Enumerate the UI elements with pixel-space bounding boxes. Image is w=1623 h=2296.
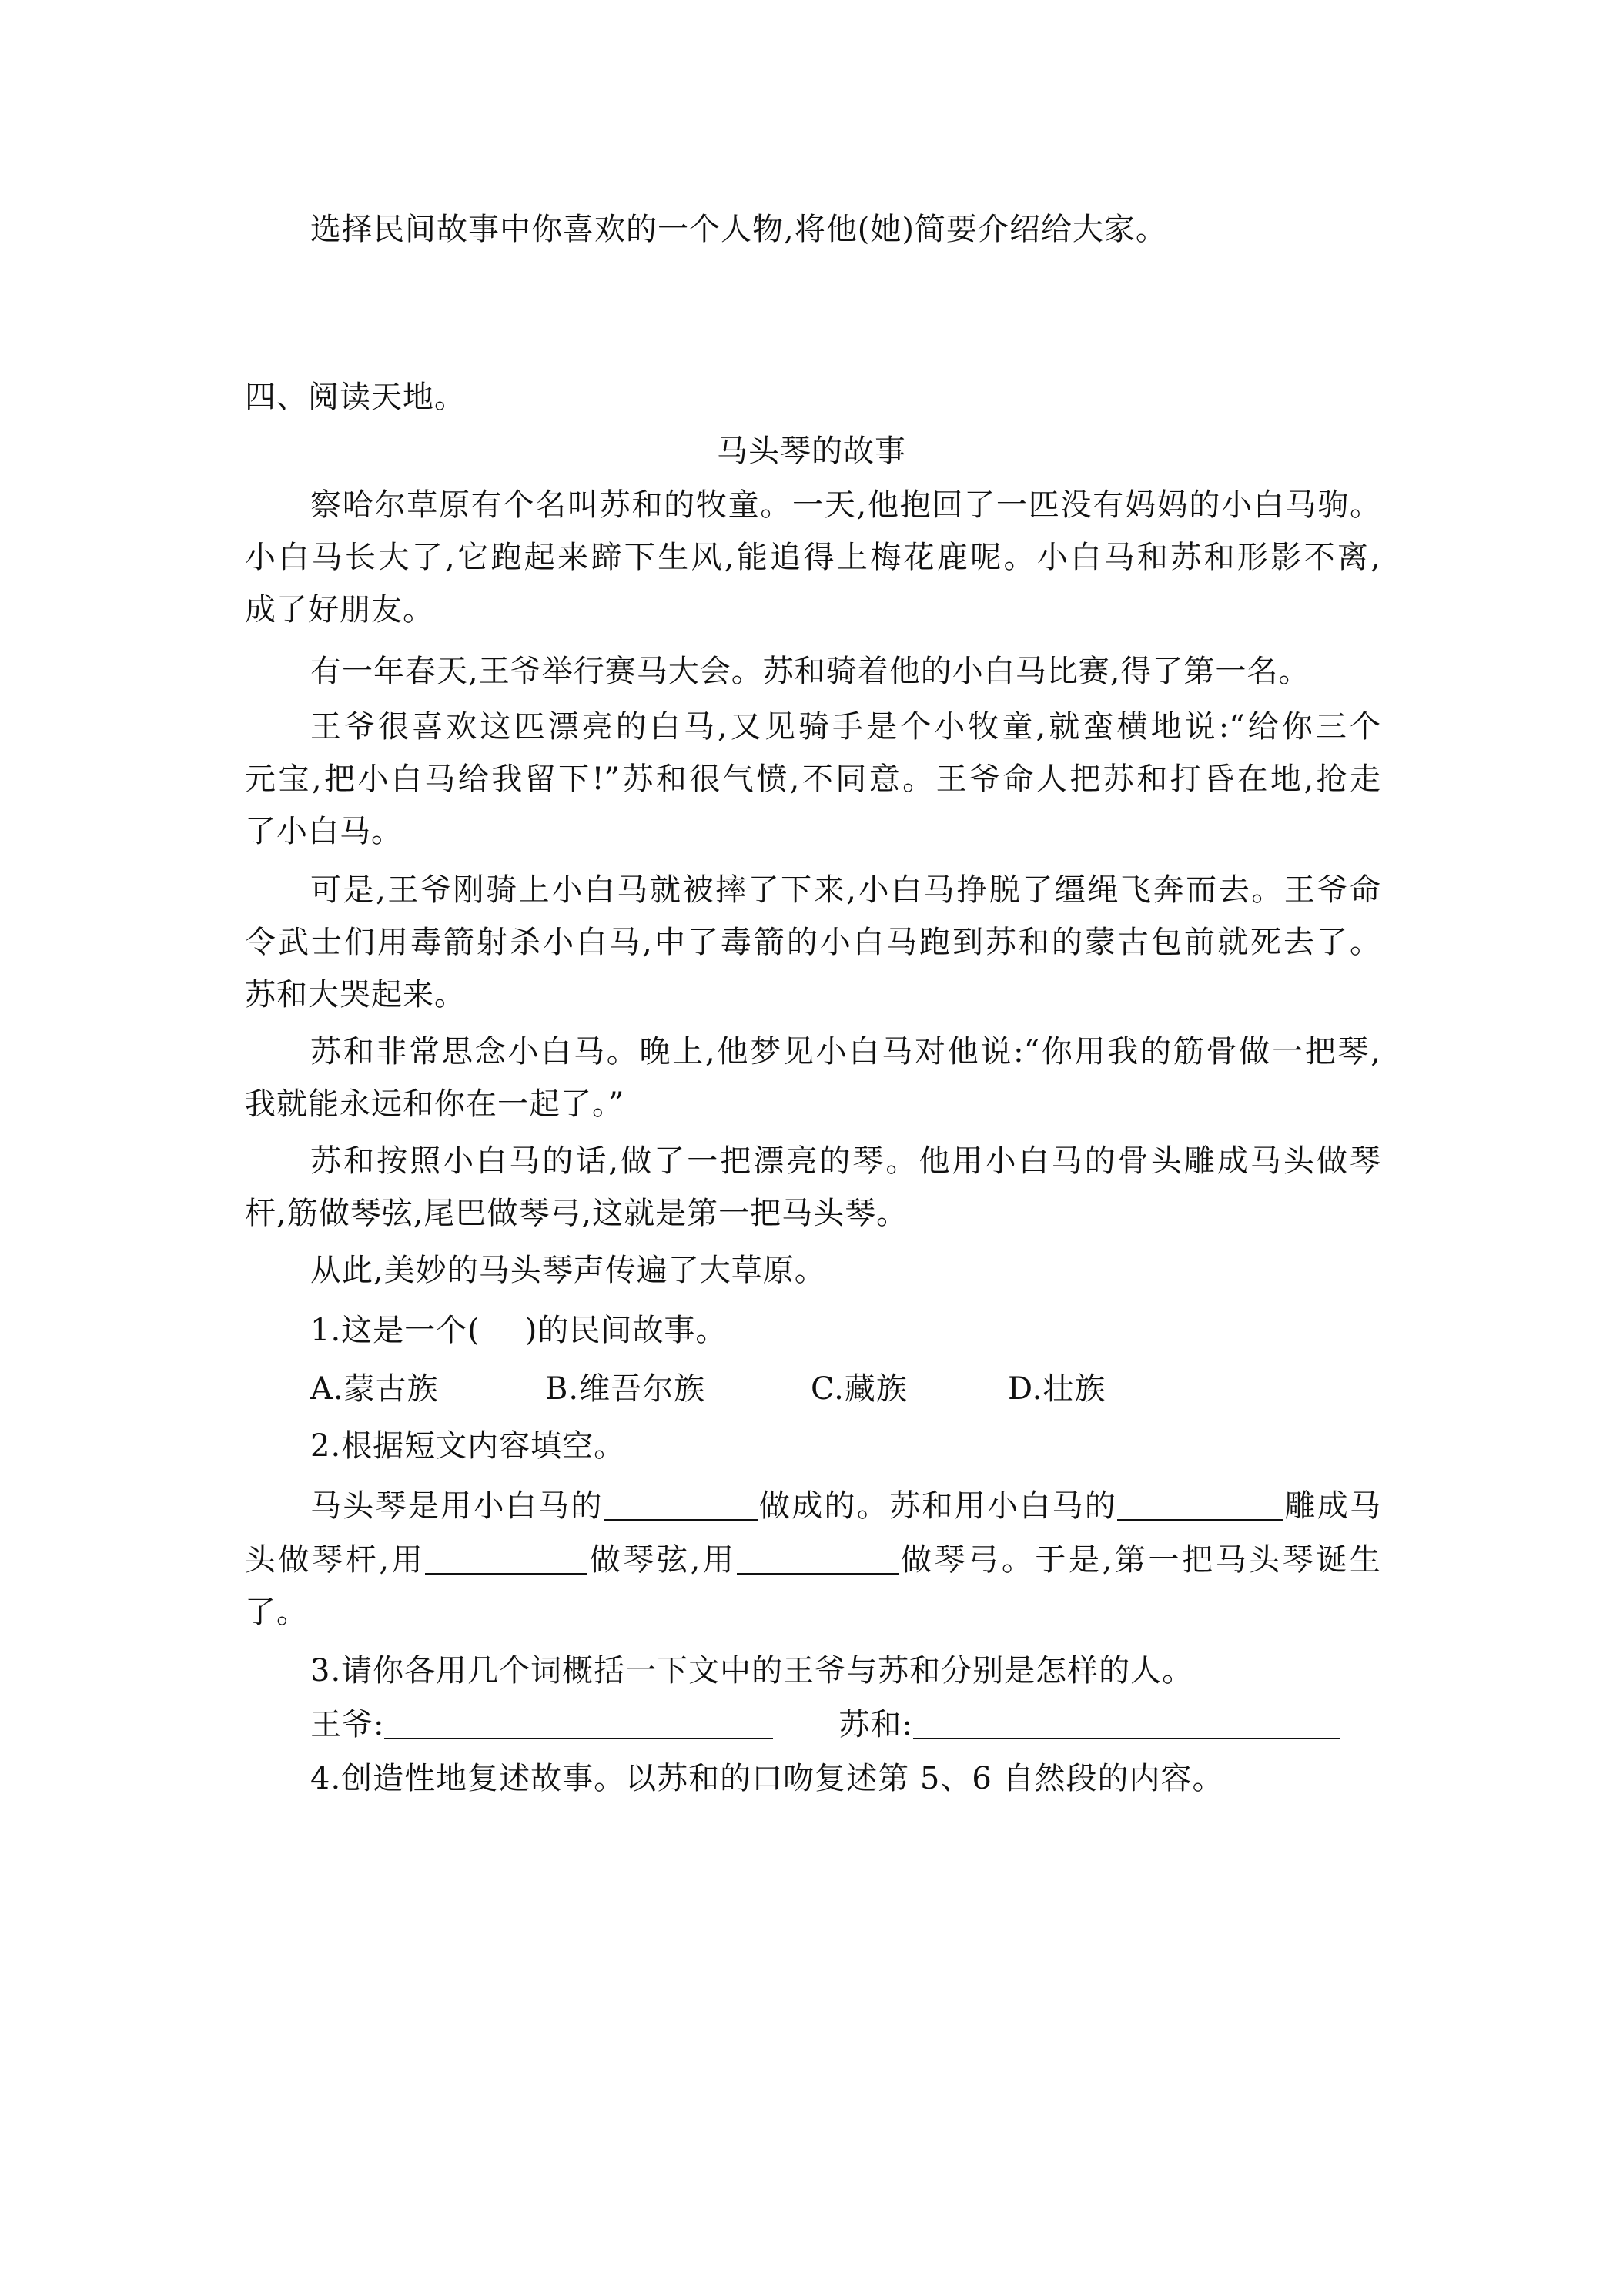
q1-options <box>310 1369 1106 1409</box>
section-heading: 四、阅读天地。 <box>245 380 466 415</box>
q3-answer-wangye[interactable] <box>384 1707 773 1739</box>
q2-fill-line3: 了。 <box>245 1595 308 1630</box>
story-p3-line3: 了小白马。 <box>245 814 403 849</box>
story-p3-line2: 元宝,把小白马给我留下!”苏和很气愤,不同意。王爷命人把苏和打昏在地,抢走 <box>245 761 1380 797</box>
q1-option-b[interactable]: B.维吾尔族 <box>545 1371 706 1407</box>
story-p1-line3: 成了好朋友。 <box>245 592 434 628</box>
story-p6-line2: 杆,筋做琴弦,尾巴做琴弓,这就是第一把马头琴。 <box>245 1196 909 1231</box>
story-p3-line1: 王爷很喜欢这匹漂亮的白马,又见骑手是个小牧童,就蛮横地说:“给你三个 <box>310 709 1380 745</box>
q3-answer-suhe[interactable] <box>913 1707 1340 1739</box>
q2-fill-seg3: 雕成马 <box>1283 1488 1380 1524</box>
q3-answer-row <box>310 1705 1340 1745</box>
story-p4-line1: 可是,王爷刚骑上小白马就被摔了下来,小白马挣脱了缰绳飞奔而去。王爷命 <box>310 872 1380 908</box>
q2-fill-seg1: 马头琴是用小白马的 <box>310 1488 604 1524</box>
q2-blank-2[interactable] <box>1117 1488 1283 1521</box>
q1-option-c[interactable]: C.藏族 <box>811 1371 908 1407</box>
q1-suffix: )的民间故事。 <box>524 1313 728 1348</box>
story-p6-line1: 苏和按照小白马的话,做了一把漂亮的琴。他用小白马的骨头雕成马头做琴 <box>310 1143 1380 1179</box>
question-1 <box>310 1310 727 1350</box>
q2-blank-3[interactable] <box>425 1542 587 1575</box>
q1-option-a[interactable]: A.蒙古族 <box>310 1371 439 1407</box>
q1-option-d[interactable]: D.壮族 <box>1008 1371 1106 1407</box>
story-p5-line1: 苏和非常思念小白马。晚上,他梦见小白马对他说:“你用我的筋骨做一把琴, <box>310 1034 1380 1069</box>
q3-label-suhe: 苏和: <box>838 1707 913 1742</box>
question-4: 4.创造性地复述故事。以苏和的口吻复述第 5、6 自然段的内容。 <box>310 1761 1224 1796</box>
q2-fill-line1 <box>310 1486 1380 1526</box>
story-p5-line2: 我就能永远和你在一起了。” <box>245 1086 625 1122</box>
story-p7-line1: 从此,美妙的马头琴声传遍了大草原。 <box>310 1253 826 1288</box>
q3-label-wangye: 王爷: <box>310 1707 385 1742</box>
story-p1-line2: 小白马长大了,它跑起来蹄下生风,能追得上梅花鹿呢。小白马和苏和形影不离, <box>245 540 1380 575</box>
story-p4-line3: 苏和大哭起来。 <box>245 977 466 1012</box>
intro-prompt: 选择民间故事中你喜欢的一个人物,将他(她)简要介绍给大家。 <box>310 212 1167 247</box>
question-3: 3.请你各用几个词概括一下文中的王爷与苏和分别是怎样的人。 <box>310 1653 1194 1689</box>
story-p2-line1: 有一年春天,王爷举行赛马大会。苏和骑着他的小白马比赛,得了第一名。 <box>310 654 1310 689</box>
q2-fill-seg4: 头做琴杆,用 <box>245 1542 426 1578</box>
q2-fill-seg6: 做琴弓。于是,第一把马头琴诞生 <box>898 1542 1380 1578</box>
story-p1-line1: 察哈尔草原有个名叫苏和的牧童。一天,他抱回了一匹没有妈妈的小白马驹。 <box>310 487 1380 523</box>
story-p4-line2: 令武士们用毒箭射杀小白马,中了毒箭的小白马跑到苏和的蒙古包前就死去了。 <box>245 925 1380 960</box>
q2-blank-4[interactable] <box>737 1542 899 1575</box>
q1-prefix: 1.这是一个( <box>310 1313 480 1348</box>
story-title: 马头琴的故事 <box>717 433 906 469</box>
question-2: 2.根据短文内容填空。 <box>310 1428 626 1464</box>
q2-fill-seg2: 做成的。苏和用小白马的 <box>757 1488 1118 1524</box>
q2-blank-1[interactable] <box>604 1488 758 1521</box>
q2-fill-seg5: 做琴弦,用 <box>587 1542 737 1578</box>
q2-fill-line2 <box>245 1540 1380 1580</box>
